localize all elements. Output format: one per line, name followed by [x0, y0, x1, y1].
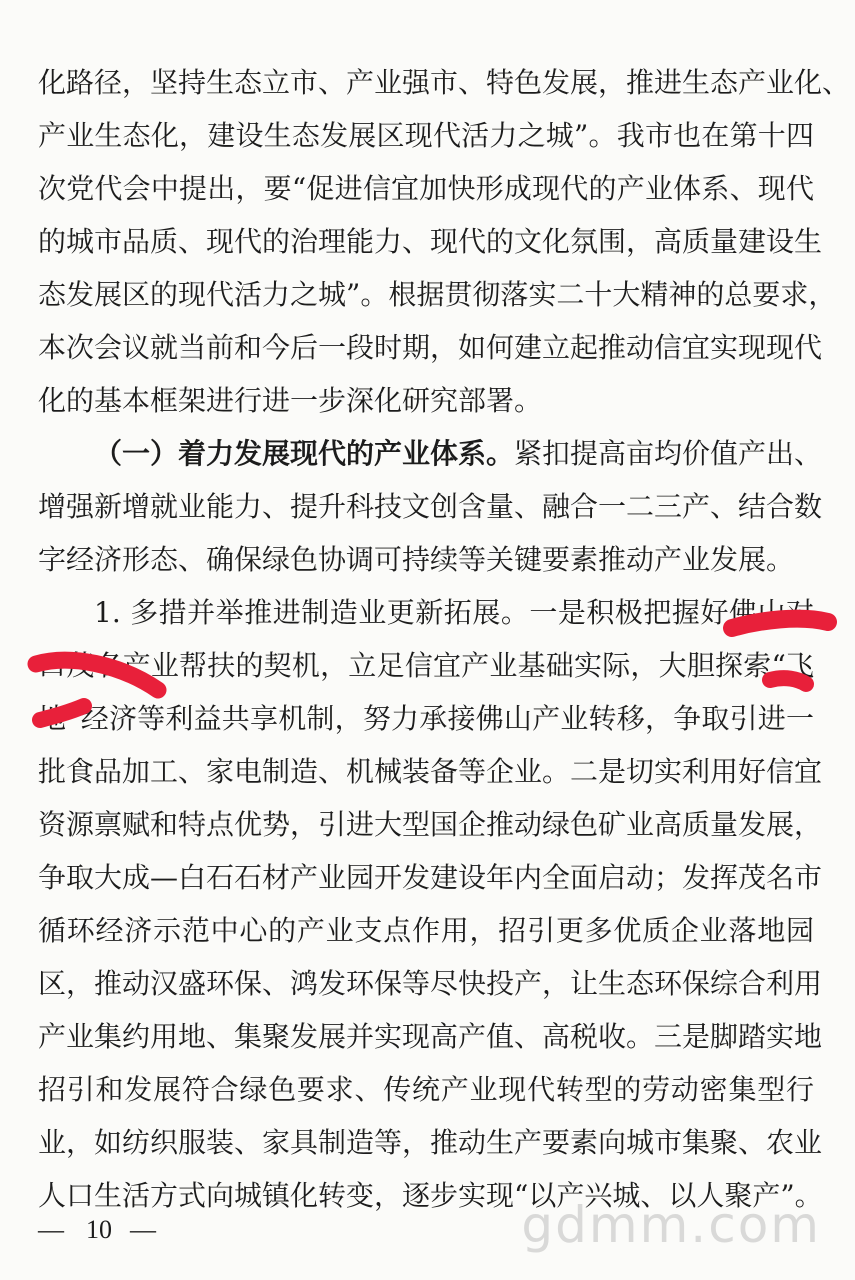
document-body	[38, 56, 851, 1222]
item-heading-line: 1. 多措并举推进制造业更新拓展。一是积极把握好佛山对	[94, 596, 814, 629]
text-line: 产业集约用地、集聚发展并实现高产值、高税收。三是脚踏实地	[38, 1020, 823, 1053]
text-line: 的城市品质、现代的治理能力、现代的文化氛围，高质量建设生	[38, 225, 823, 258]
site-watermark	[521, 1196, 821, 1254]
text-line: 业，如纺织服装、家具制造等，推动生产要素向城市集聚、农业	[38, 1126, 823, 1159]
text-line: 口茂名产业帮扶的契机，立足信宜产业基础实际，大胆探索“飞	[38, 649, 814, 682]
watermark-text: gdmm.com	[521, 1196, 821, 1254]
text-line: 批食品加工、家电制造、机械装备等企业。二是切实利用好信宜	[38, 755, 823, 788]
text-line: 化的基本框架进行进一步深化研究部署。	[38, 384, 543, 417]
text-line: 本次会议就当前和今后一段时期，如何建立起推动信宜实现现代	[38, 331, 823, 364]
text-line: 态发展区的现代活力之城”。根据贯彻落实二十大精神的总要求，	[38, 278, 837, 311]
text-line: 增强新增就业能力、提升科技文创含量、融合一二三产、结合数	[38, 490, 823, 523]
text-line: 招引和发展符合绿色要求、传统产业现代转型的劳动密集型行	[38, 1073, 814, 1106]
text-line: 地”经济等利益共享机制，努力承接佛山产业转移，争取引进一	[38, 702, 814, 735]
section-heading: （一）着力发展现代的产业体系。	[94, 437, 515, 470]
text-line: 循环经济示范中心的产业支点作用，招引更多优质企业落地园	[38, 914, 814, 947]
text-line: 人口生活方式向城镇化转变，逐步实现“以产兴城、以人聚产”。	[38, 1179, 823, 1212]
section-heading-rest: 紧扣提高亩均价值产出、	[514, 437, 823, 470]
section-heading-line	[38, 427, 823, 480]
footer-dash-left: —	[38, 1215, 64, 1244]
text-line: 区，推动汉盛环保、鸿发环保等尽快投产，让生态环保综合利用	[38, 967, 823, 1000]
page-footer	[38, 1210, 160, 1250]
text-line: 字经济形态、确保绿色协调可持续等关键要素推动产业发展。	[38, 543, 795, 576]
text-line: 次党代会中提出，要“促进信宜加快形成现代的产业体系、现代	[38, 172, 814, 205]
footer-dash-right: —	[130, 1215, 156, 1244]
text-line: 资源禀赋和特点优势，引进大型国企推动绿色矿业高质量发展，	[38, 808, 823, 841]
page-number: 10	[86, 1215, 112, 1244]
text-line: 争取大成—白石石材产业园开发建设年内全面启动；发挥茂名市	[38, 861, 823, 894]
text-line: 化路径，坚持生态立市、产业强市、特色发展，推进生态产业化、	[38, 66, 851, 99]
text-line: 产业生态化，建设生态发展区现代活力之城”。我市也在第十四	[38, 119, 814, 152]
